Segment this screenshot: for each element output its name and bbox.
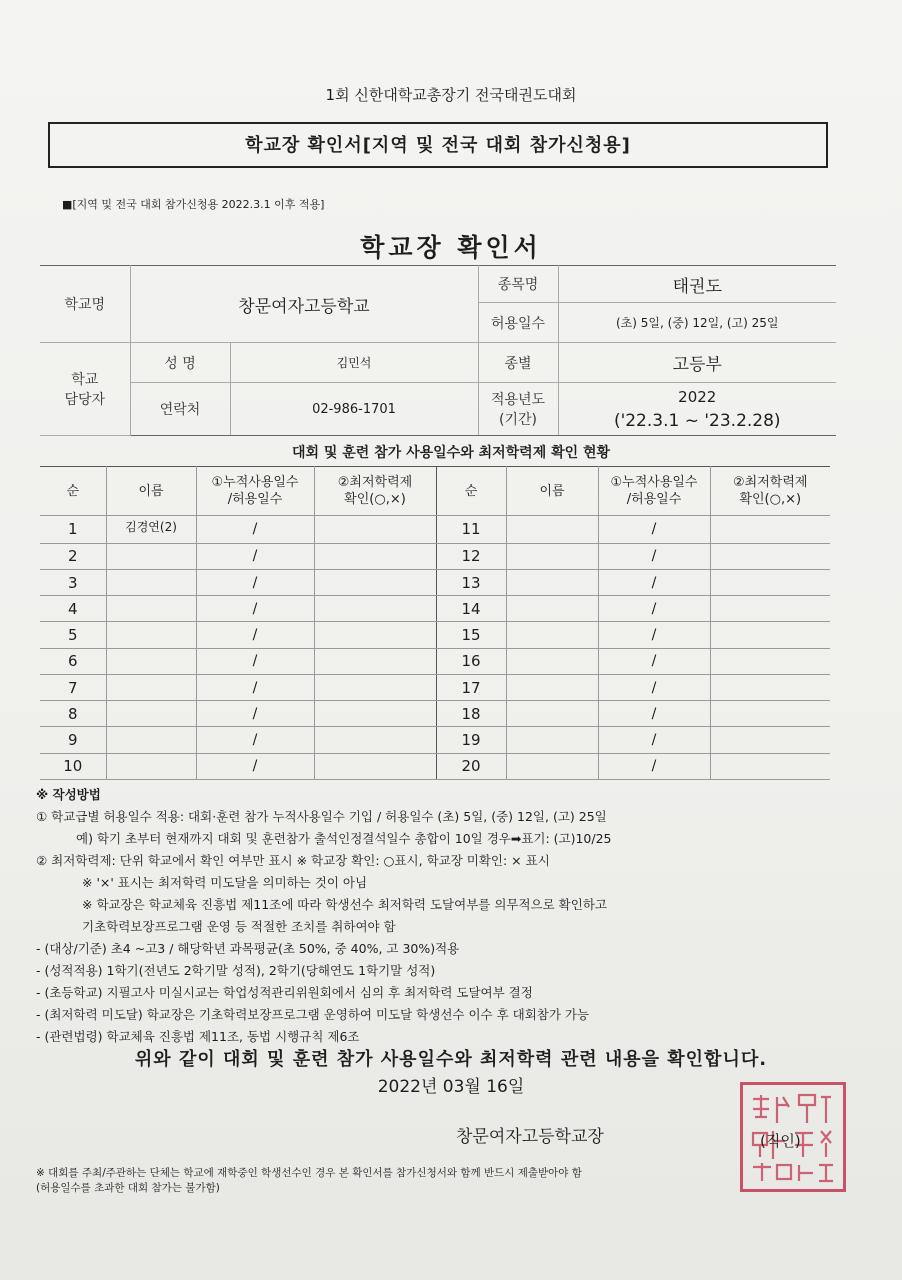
cumulative-days: / — [196, 648, 314, 674]
row-number: 10 — [40, 753, 106, 779]
person-name-label: 성 명 — [130, 343, 230, 383]
cumulative-days: / — [196, 727, 314, 753]
row-number: 2 — [40, 543, 106, 569]
athlete-name — [106, 753, 196, 779]
sport-value: 태권도 — [558, 266, 836, 303]
cumulative-days: / — [196, 569, 314, 595]
athlete-name — [106, 596, 196, 622]
row-number: 15 — [436, 622, 506, 648]
min-academic-check — [314, 516, 436, 544]
table-row — [40, 674, 830, 700]
min-academic-check — [710, 596, 830, 622]
cumulative-days: / — [598, 543, 710, 569]
person-name-value: 김민석 — [230, 343, 478, 383]
athlete-name — [506, 516, 598, 544]
row-number: 14 — [436, 596, 506, 622]
cumulative-days: / — [196, 543, 314, 569]
rule-grades: - (성적적용) 1학기(전년도 2학기말 성적), 2학기(당해연도 1학기말 성적) — [36, 963, 436, 978]
athlete-name — [106, 727, 196, 753]
cumulative-days: / — [196, 674, 314, 700]
min-academic-check — [314, 753, 436, 779]
col-header-cumulative: ①누적사용일수 /허용일수 — [196, 467, 314, 516]
table-row — [40, 727, 830, 753]
athlete-name — [506, 674, 598, 700]
instruction-1: ① 학교급별 허용일수 적용: 대회·훈련 참가 누적사용일수 기입 / 허용일수 (초) 5일, (중) 12일, (고) 25일 — [36, 809, 607, 824]
min-academic-check — [710, 701, 830, 727]
table-row — [40, 543, 830, 569]
cumulative-days: / — [598, 701, 710, 727]
athlete-name — [506, 648, 598, 674]
phone-value: 02-986-1701 — [230, 383, 478, 436]
athlete-name — [506, 701, 598, 727]
event-title: 1회 신한대학교총장기 전국태권도대회 — [325, 86, 577, 104]
row-number: 1 — [40, 516, 106, 544]
row-number: 17 — [436, 674, 506, 700]
footnote: ※ 대회를 주최/주관하는 단체는 학교에 재학중인 학생선수인 경우 본 확인서를 참가신청서와 함께 반드시 제출받아야 함 (허용일수를 초과한 대회 참가는 불가함) — [36, 1167, 582, 1194]
principal-title: 창문여자고등학교장 — [456, 1127, 604, 1147]
cumulative-days: / — [196, 622, 314, 648]
col-header-cumulative-2: ①누적사용일수 /허용일수 — [598, 467, 710, 516]
athlete-name — [106, 543, 196, 569]
min-academic-check — [314, 596, 436, 622]
applicability-note: ■[지역 및 전국 대회 참가신청용 2022.3.1 이후 적용] — [62, 198, 325, 211]
col-header-name-2: 이름 — [506, 467, 598, 516]
min-academic-check — [314, 648, 436, 674]
row-number: 4 — [40, 596, 106, 622]
cumulative-days: / — [598, 569, 710, 595]
rule-below-min: - (최저학력 미도달) 학교장은 기초학력보장프로그램 운영하여 미도달 학생선수 이수 후 대회참가 가능 — [36, 1007, 590, 1022]
cumulative-days: / — [598, 648, 710, 674]
contact-person-label: 학교 담당자 — [40, 343, 130, 436]
year-value: 2022 ('22.3.1 ~ '23.2.28) — [558, 383, 836, 436]
min-academic-check — [710, 543, 830, 569]
school-name-label: 학교명 — [40, 266, 130, 343]
rule-law: - (관련법령) 학교체육 진흥법 제11조, 동법 시행규칙 제6조 — [36, 1029, 360, 1044]
issue-date: 2022년 03월 16일 — [377, 1077, 525, 1097]
table-row — [40, 569, 830, 595]
min-academic-check — [710, 516, 830, 544]
athlete-name: 김경연(2) — [106, 516, 196, 544]
athlete-name — [106, 674, 196, 700]
table-row — [40, 516, 830, 544]
min-academic-check — [710, 648, 830, 674]
row-number: 11 — [436, 516, 506, 544]
athlete-name — [506, 596, 598, 622]
table-row — [40, 648, 830, 674]
form-title-box — [48, 122, 828, 168]
athlete-name — [106, 648, 196, 674]
min-academic-check — [314, 674, 436, 700]
table-row — [40, 622, 830, 648]
athlete-name — [506, 753, 598, 779]
col-header-order-2: 순 — [436, 467, 506, 516]
athlete-name — [106, 622, 196, 648]
athlete-name — [506, 543, 598, 569]
division-value: 고등부 — [558, 343, 836, 383]
cumulative-days: / — [196, 596, 314, 622]
athlete-name — [506, 622, 598, 648]
instruction-2-note-1: ※ '×' 표시는 최저학력 미도달을 의미하는 것이 아님 — [82, 875, 368, 890]
confirmation-statement: 위와 같이 대회 및 훈련 참가 사용일수와 최저학력 관련 내용을 확인합니다. — [134, 1049, 768, 1070]
row-number: 12 — [436, 543, 506, 569]
row-number: 20 — [436, 753, 506, 779]
min-academic-check — [314, 543, 436, 569]
cumulative-days: / — [196, 701, 314, 727]
min-academic-check — [710, 727, 830, 753]
min-academic-check — [314, 701, 436, 727]
min-academic-check — [314, 727, 436, 753]
row-number: 5 — [40, 622, 106, 648]
col-header-name: 이름 — [106, 467, 196, 516]
instruction-2: ② 최저학력제: 단위 학교에서 확인 여부만 표시 ※ 학교장 확인: ○표시, 학교장 미확인: × 표시 — [36, 853, 550, 868]
phone-label: 연락처 — [130, 383, 230, 436]
athlete-status-table — [40, 466, 830, 780]
min-academic-check — [314, 569, 436, 595]
instruction-2-note-2: ※ 학교장은 학교체육 진흥법 제11조에 따라 학생선수 최저학력 도달여부를 의무적으로 확인하고 — [82, 897, 607, 912]
col-header-order: 순 — [40, 467, 106, 516]
sport-label: 종목명 — [478, 266, 558, 303]
min-academic-check — [314, 622, 436, 648]
min-academic-check — [710, 622, 830, 648]
instruction-1-example: 예) 학기 초부터 현재까지 대회 및 훈련참가 출석인정결석일수 총합이 10일 경우➡표기: (고)10/25 — [76, 831, 612, 846]
row-number: 8 — [40, 701, 106, 727]
school-info-table — [40, 265, 836, 435]
athlete-name — [506, 727, 598, 753]
rule-elementary: - (초등학교) 지필고사 미실시교는 학업성적관리위원회에서 심의 후 최저학력 도달여부 결정 — [36, 985, 533, 1000]
col-header-min-academic-2: ②최저학력제 확인(○,×) — [710, 467, 830, 516]
table-row — [40, 596, 830, 622]
athlete-name — [106, 701, 196, 727]
cumulative-days: / — [598, 674, 710, 700]
rule-target: - (대상/기준) 초4 ~고3 / 해당학년 과목평균(초 50%, 중 40%, 고 30%)적용 — [36, 941, 460, 956]
row-number: 13 — [436, 569, 506, 595]
instruction-2-note-2b: 기초학력보장프로그램 운영 등 적절한 조치를 취하여야 함 — [82, 919, 396, 934]
cumulative-days: / — [196, 516, 314, 544]
allowed-days-label: 허용일수 — [478, 303, 558, 343]
row-number: 18 — [436, 701, 506, 727]
row-number: 19 — [436, 727, 506, 753]
instructions-title: ※ 작성방법 — [36, 787, 101, 802]
cumulative-days: / — [196, 753, 314, 779]
cumulative-days: / — [598, 727, 710, 753]
table-row — [40, 701, 830, 727]
row-number: 3 — [40, 569, 106, 595]
division-label: 종별 — [478, 343, 558, 383]
row-number: 7 — [40, 674, 106, 700]
table-row — [40, 753, 830, 779]
writing-instructions — [36, 784, 856, 1048]
athlete-name — [106, 569, 196, 595]
certificate-heading: 학교장 확인서 — [360, 233, 542, 262]
row-number: 16 — [436, 648, 506, 674]
seal-label: (직인) — [760, 1132, 801, 1150]
row-number: 6 — [40, 648, 106, 674]
row-number: 9 — [40, 727, 106, 753]
min-academic-check — [710, 569, 830, 595]
col-header-min-academic: ②최저학력제 확인(○,×) — [314, 467, 436, 516]
allowed-days-value: (초) 5일, (중) 12일, (고) 25일 — [558, 303, 836, 343]
min-academic-check — [710, 753, 830, 779]
cumulative-days: / — [598, 596, 710, 622]
min-academic-check — [710, 674, 830, 700]
school-name-value: 창문여자고등학교 — [130, 266, 478, 343]
status-table-title: 대회 및 훈련 참가 사용일수와 최저학력제 확인 현황 — [291, 445, 611, 461]
form-title: 학교장 확인서[지역 및 전국 대회 참가신청용] — [245, 135, 631, 156]
year-label: 적용년도 (기간) — [478, 383, 558, 436]
cumulative-days: / — [598, 516, 710, 544]
athlete-name — [506, 569, 598, 595]
cumulative-days: / — [598, 622, 710, 648]
cumulative-days: / — [598, 753, 710, 779]
